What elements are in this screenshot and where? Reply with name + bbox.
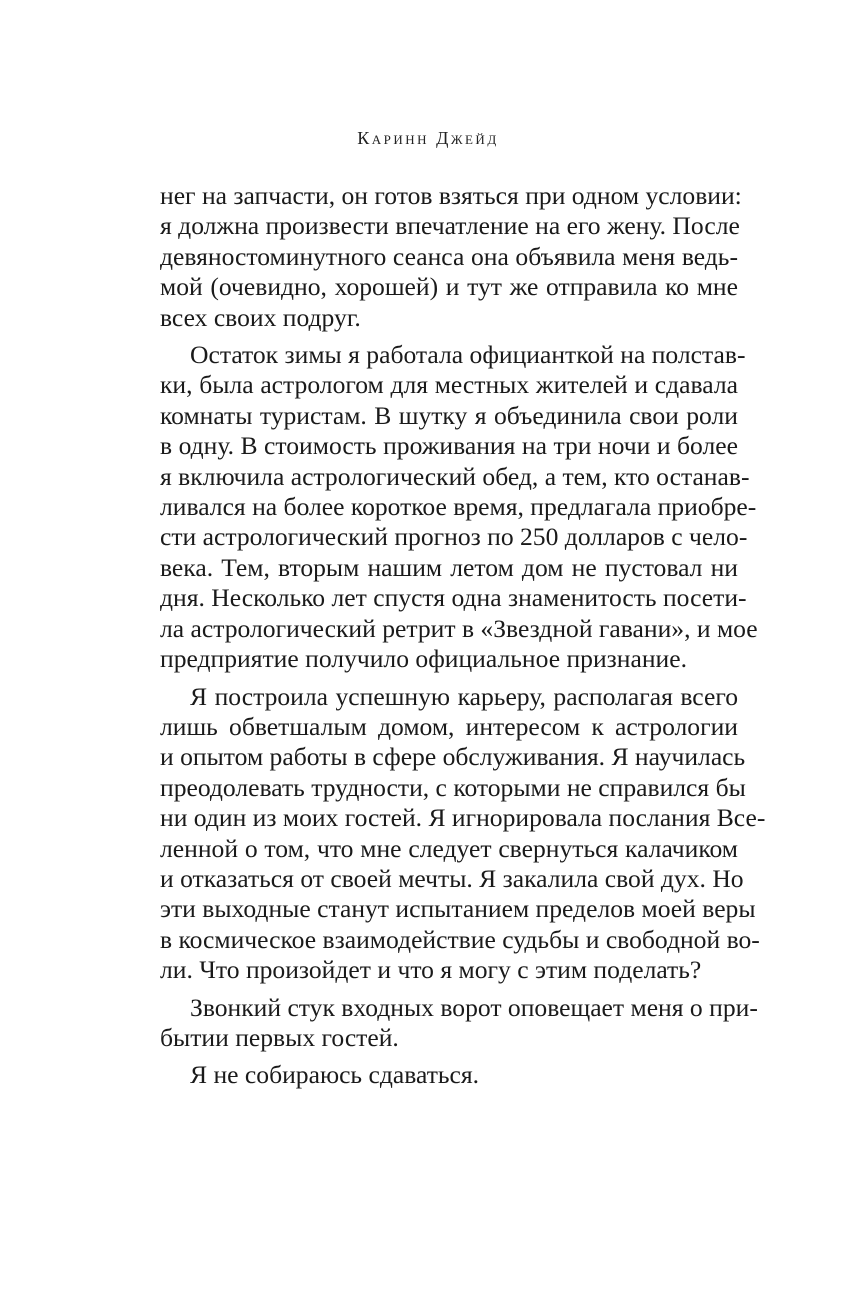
text-line: в одну. В стоимость проживания на три ночи и более xyxy=(160,431,738,461)
body-text xyxy=(160,181,766,1091)
paragraph-2 xyxy=(160,340,758,674)
text-line: и отказаться от своей мечты. Я закалила свой дух. Но xyxy=(160,863,744,893)
text-line: я включила астрологический обед, а тем, кто останав- xyxy=(160,461,750,491)
text-line: ливался на более короткое время, предлагала приобре- xyxy=(160,492,757,522)
text-line: ла астрологический ретрит в «Звездной гавани», и мое xyxy=(160,613,758,643)
text-line: девяностоминутного сеанса она объявила меня ведь- xyxy=(160,241,738,271)
text-line: ленной о том, что мне следует свернуться калачиком xyxy=(160,833,738,863)
text-line: дня. Несколько лет спустя одна знаменитость посети- xyxy=(160,583,747,613)
running-header: Каринн Джейд xyxy=(357,128,499,148)
text-line: Остаток зимы я работала официанткой на полстав- xyxy=(190,340,746,370)
text-line: ки, была астрологом для местных жителей и сдавала xyxy=(160,370,738,400)
text-line: Я не собираюсь сдаваться. xyxy=(190,1060,480,1090)
text-line: предприятие получило официальное признание. xyxy=(160,644,687,674)
paragraph-gap xyxy=(160,986,738,993)
paragraph-1 xyxy=(160,181,742,333)
paragraph-gap xyxy=(160,333,738,340)
text-line: и опытом работы в сфере обслуживания. Я научилась xyxy=(160,742,746,772)
paragraph-gap xyxy=(160,675,738,682)
paragraph-gap xyxy=(160,1053,738,1060)
text-line: бытии первых гостей. xyxy=(160,1022,399,1052)
text-line: ли. Что произойдет и что я могу с этим поделать? xyxy=(160,955,702,985)
text-line: всех своих подруг. xyxy=(160,302,361,332)
text-line: Звонкий стук входных ворот оповещает меня о при- xyxy=(190,992,758,1022)
text-line: в космическое взаимодействие судьбы и свободной во- xyxy=(160,924,760,954)
text-line: века. Тем, вторым нашим летом дом не пустовал ни xyxy=(160,552,738,582)
text-line: ни один из моих гостей. Я игнорировала послания Все- xyxy=(160,803,766,833)
text-line: мой (очевидно, хорошей) и тут же отправила ко мне xyxy=(160,272,738,302)
text-line: Я построила успешную карьеру, располагая всего xyxy=(190,681,738,711)
text-line: нег на запчасти, он готов взяться при одном условии: xyxy=(160,181,742,210)
paragraph-5 xyxy=(160,1060,738,1090)
text-line: сти астрологический прогноз по 250 долларов с чело- xyxy=(160,522,748,552)
text-line: я должна произвести впечатление на его жену. После xyxy=(160,211,740,241)
text-line: комнаты туристам. В шутку я объединила свои роли xyxy=(160,400,738,430)
text-line: лишь обветшалым домом, интересом к астрологии xyxy=(160,711,738,741)
paragraph-4 xyxy=(160,992,758,1054)
text-line: эти выходные станут испытанием пределов моей веры xyxy=(160,894,756,924)
paragraph-3 xyxy=(160,681,766,986)
text-line: преодолевать трудности, с которыми не справился бы xyxy=(160,772,746,802)
